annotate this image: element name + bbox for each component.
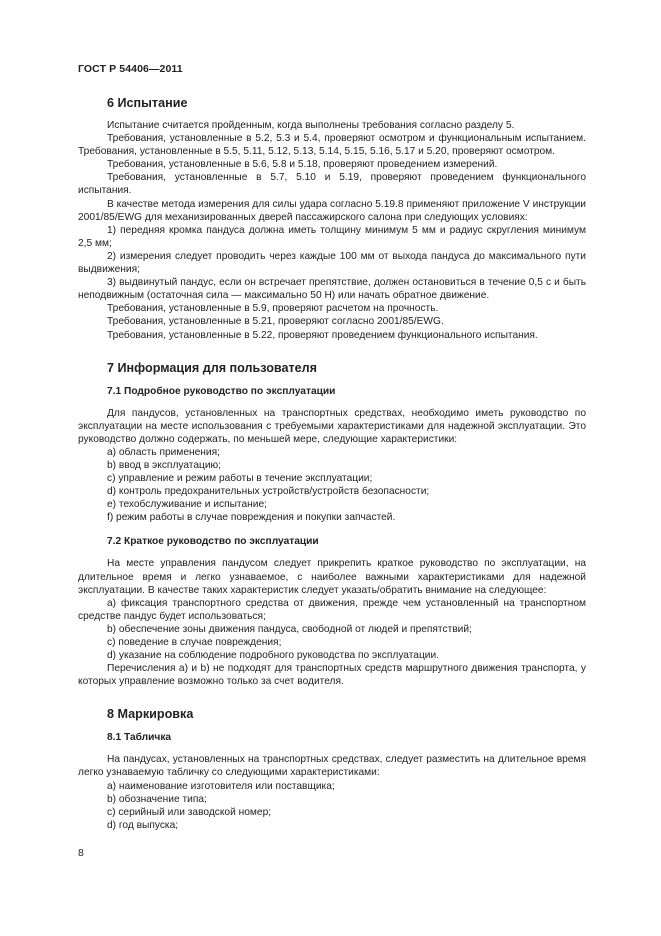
list-item: d) контроль предохранительных устройств/устройств безопасности; [107, 486, 430, 498]
paragraph: Требования, установленные в 5.2, 5.3 и 5.4, проверяют осмотром и функциональным испытанием. Требования, установленные в 5.5, 5.11, 5.12, 5.13, 5.14, 5.15, 5.16, 5.17 и 5.20, проверяют осмотром. [78, 133, 586, 158]
standard-header: ГОСТ Р 54406—2011 [78, 63, 183, 75]
paragraph: Требования, установленные в 5.6, 5.8 и 5.18, проверяют проведением измерений. [107, 159, 498, 171]
paragraph: В качестве метода измерения для силы удара согласно 5.19.8 применяют приложение V инструкции 2001/85/EWG для механизированных дверей пассажирского салона при следующих условиях: [78, 198, 586, 223]
list-item: f) режим работы в случае повреждения и покупки запчастей. [107, 512, 396, 524]
paragraph: Испытание считается пройденным, когда выполнены требования согласно разделу 5. [107, 120, 515, 131]
list-item: e) техобслуживание и испытание; [107, 499, 267, 511]
subsection-8-1-title: 8.1 Табличка [107, 732, 172, 744]
list-item: 1) передняя кромка пандуса должна иметь толщину минимум 5 мм и радиус скругления минимум 2,5 мм; [78, 224, 586, 249]
paragraph: Перечисления а) и b) не подходят для транспортных средств маршрутного движения транспорта, у которых управление возможно только за счет водителя. [78, 663, 586, 688]
paragraph: Требования, установленные в 5.9, проверяют расчетом на прочность. [107, 303, 439, 315]
paragraph: На пандусах, установленных на транспортных средствах, следует разместить на длительное время легко узнаваемую табличку со следующими характеристиками: [78, 754, 586, 779]
page-number: 8 [78, 847, 84, 859]
subsection-7-1-title: 7.1 Подробное руководство по эксплуатации [107, 385, 336, 397]
paragraph: Требования, установленные в 5.22, проверяют проведением функционального испытания. [107, 329, 538, 341]
list-item: c) управление и режим работы в течение эксплуатации; [107, 473, 373, 485]
list-item: b) обеспечение зоны движения пандуса, свободной от людей и препятствий; [107, 623, 472, 635]
section-7-title: 7 Информация для пользователя [107, 360, 318, 375]
page-content [78, 95, 586, 832]
paragraph: Требования, установленные в 5.7, 5.10 и 5.19, проверяют проведением функционального испытания. [78, 172, 586, 197]
list-item: a) область применения; [107, 446, 220, 458]
list-item: c) поведение в случае повреждения; [107, 637, 282, 648]
paragraph: На месте управления пандусом следует прикрепить краткое руководство по эксплуатации, на длительное время и легко узнаваемое, с наиболее важными характеристиками для надежной эксплуатации. В качестве таких характеристик следует указать/обратить внимание на следующее: [78, 558, 586, 596]
section-8-title: 8 Маркировка [107, 707, 194, 722]
list-item: 3) выдвинутый пандус, если он встречает препятствие, должен остановиться в течение 0,5 с и быть неподвижным (остаточная сила — максимально 50 Н) или начать обратное движение. [78, 277, 586, 302]
list-item: a) наименование изготовителя или поставщика; [107, 780, 335, 792]
list-item: b) ввод в эксплуатацию; [107, 459, 222, 471]
paragraph: Для пандусов, установленных на транспортных средствах, необходимо иметь руководство по эксплуатации на месте использования с требуемыми характеристиками для надежной эксплуатации. Это руководство должно содержать, по меньшей мере, следующие характеристики: [78, 407, 586, 445]
list-item: a) фиксация транспортного средства от движения, прежде чем установленный на транспортном средстве пандус будет использоваться; [78, 597, 586, 622]
list-item: d) указание на соблюдение подробного руководства по эксплуатации. [107, 650, 440, 662]
subsection-7-2-title: 7.2 Краткое руководство по эксплуатации [107, 536, 319, 548]
list-item: 2) измерения следует проводить через каждые 100 мм от выхода пандуса до максимального пути выдвижения; [78, 250, 586, 276]
paragraph: Требования, установленные в 5.21, проверяют согласно 2001/85/EWG. [107, 316, 444, 328]
list-item: b) обозначение типа; [107, 793, 207, 805]
section-6-title: 6 Испытание [107, 96, 188, 110]
list-item: d) год выпуска; [107, 819, 179, 831]
list-item: c) серийный или заводской номер; [107, 806, 272, 818]
